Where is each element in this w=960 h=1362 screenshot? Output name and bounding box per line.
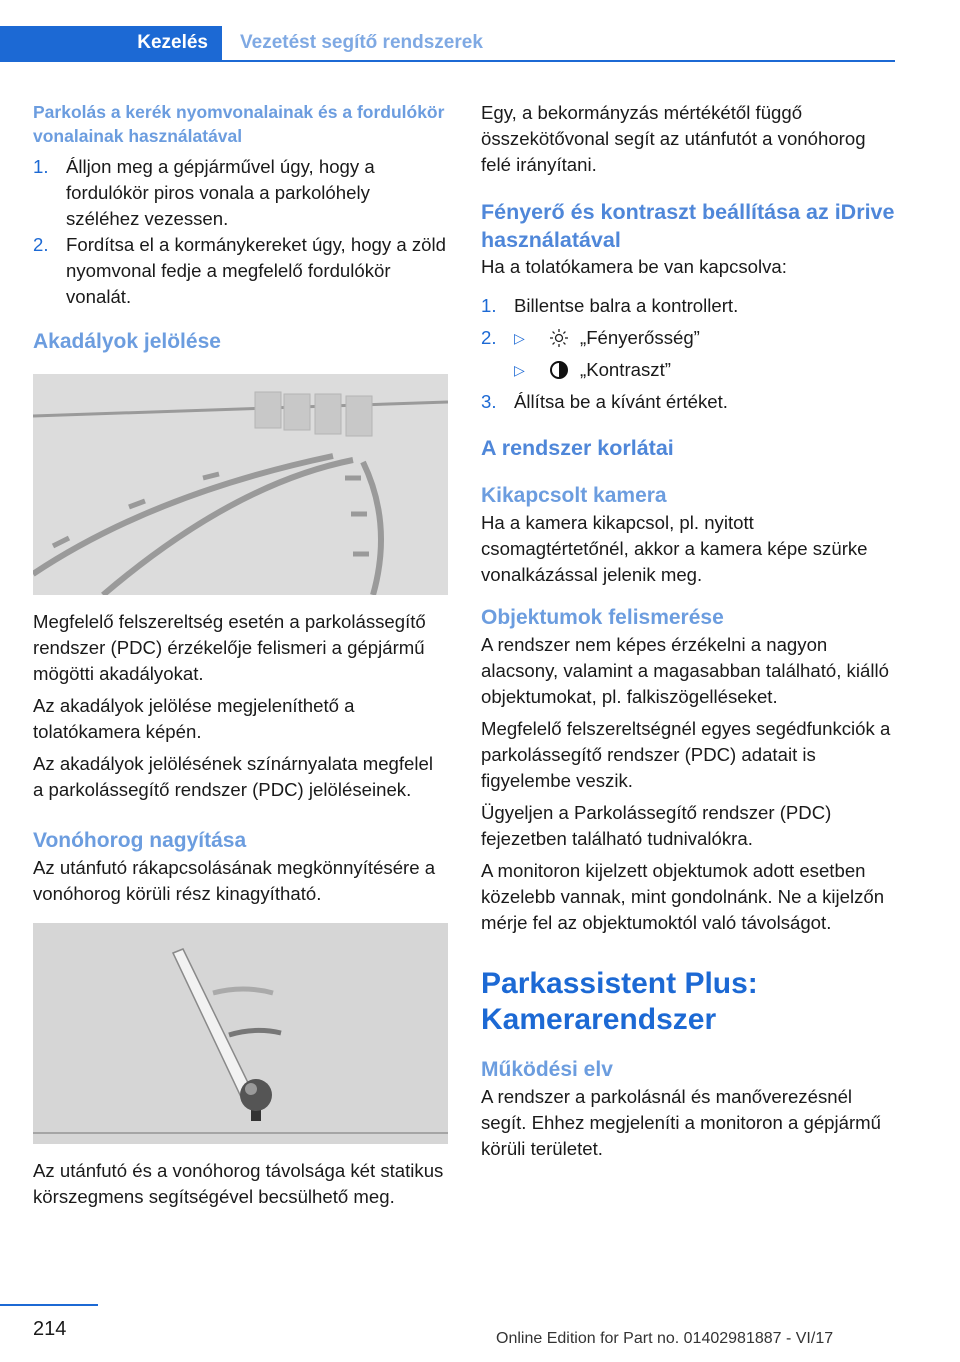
brightness-heading: Fényerő és kontraszt beállítása az iDrive használatával	[481, 200, 895, 252]
list-item	[33, 232, 448, 310]
left-column	[33, 100, 448, 1210]
objects-paragraph-2: Megfelelő felszereltségnél egyes segédfunkciók a parkolássegítő rendszer (PDC) adatait is figyelembe veszik.	[481, 718, 891, 791]
brightness-intro: Ha a tolatókamera be van kapcsolva:	[481, 256, 787, 277]
hitch-paragraph-2: Az utánfutó és a vonóhorog távolsága két statikus körszegmens segítségével becsülhető meg.	[33, 1160, 444, 1207]
function-heading: Működési elv	[481, 1058, 613, 1081]
brightness-steps	[481, 290, 899, 418]
step-text: Állítsa be a kívánt értéket.	[514, 391, 728, 412]
camera-off-heading: Kikapcsolt kamera	[481, 484, 667, 507]
camera-system-title: Parkassistent Plus: Kamerarendszer	[481, 967, 758, 1036]
menu-item-brightness[interactable]	[481, 322, 899, 354]
header-divider	[0, 60, 895, 62]
camera-off-paragraph: Ha a kamera kikapcsol, pl. nyitott csomagtértetőnél, akkor a kamera képe szürke vonalkázással jelenik meg.	[481, 512, 868, 585]
contrast-label: „Kontraszt”	[580, 359, 671, 380]
obstacles-paragraph-3: Az akadályok jelölésének színárnyalata megfelel a parkolássegítő rendszer (PDC) jelöléseinek.	[33, 753, 433, 800]
step-text: Álljon meg a gépjárművel úgy, hogy a fordulókör piros vonala a parkolóhely széléhez vezessen.	[66, 156, 375, 229]
triangle-icon: ▷	[514, 362, 525, 378]
step-number: 3.	[481, 391, 497, 412]
tow-hitch-illustration	[33, 923, 448, 1144]
chapter-tab-label: Kezelés	[137, 32, 208, 53]
step-number: 1.	[481, 295, 497, 316]
obstacles-paragraph-2: Az akadályok jelölése megjeleníthető a tolatókamera képén.	[33, 695, 355, 742]
list-item	[481, 322, 899, 386]
hitch-zoom-heading: Vonóhorog nagyítása	[33, 829, 247, 852]
right-column	[481, 100, 899, 1162]
list-item	[481, 290, 899, 322]
hitch-paragraph-1: Az utánfutó rákapcsolásának megkönnyítésére a vonóhorog körüli rész kinagyítható.	[33, 857, 436, 904]
page-number: 214	[33, 1318, 67, 1340]
objects-paragraph-1: A rendszer nem képes érzékelni a nagyon alacsony, valamint a magasabban található, kiálló objektumokat, pl. falkiszögelléseket.	[481, 634, 889, 707]
chapter-tab[interactable]	[0, 26, 222, 60]
hitch-figure	[33, 923, 448, 1144]
objects-paragraph-4: A monitoron kijelzett objektumok adott esetben közelebb vannak, mint gondolnánk. Ne a kijelzőn mérje fel az objektumoktól való távolságot.	[481, 860, 885, 933]
object-detection-heading: Objektumok felismerése	[481, 606, 724, 629]
footer-divider	[0, 1304, 98, 1306]
trajectory-heading: Parkolás a kerék nyomvonalainak és a fordulókör vonalainak használatával	[33, 102, 445, 146]
step-number: 2.	[481, 327, 497, 348]
obstacle-marking-illustration	[33, 374, 448, 595]
obstacles-paragraph-1: Megfelelő felszereltség esetén a parkolássegítő rendszer (PDC) érzékelője felismeri a gépjármű mögötti akadályokat.	[33, 611, 426, 684]
function-paragraph: A rendszer a parkolásnál és manőverezésnél segít. Ehhez megjeleníti a monitoron a gépjármű körüli területet.	[481, 1086, 881, 1159]
contrast-icon	[546, 360, 572, 380]
limits-heading: A rendszer korlátai	[481, 436, 674, 460]
menu-item-contrast[interactable]	[481, 354, 899, 386]
objects-paragraph-3: Ügyeljen a Parkolássegítő rendszer (PDC) fejezetben található tudnivalókra.	[481, 802, 832, 849]
obstacles-heading: Akadályok jelölése	[33, 330, 221, 353]
sun-icon	[546, 328, 572, 348]
step-text: Fordítsa el a kormánykereket úgy, hogy a zöld nyomvonal fedje a megfelelő fordulókör vonalát.	[66, 234, 446, 307]
obstacles-figure	[33, 374, 448, 595]
list-item	[481, 386, 899, 418]
list-item	[33, 154, 448, 232]
connector-paragraph: Egy, a bekormányzás mértékétől függő összekötővonal segít az utánfutót a vonóhorog felé irányítani.	[481, 102, 866, 175]
step-number: 2.	[33, 234, 49, 255]
step-text: Billentse balra a kontrollert.	[514, 295, 739, 316]
trajectory-steps	[33, 154, 448, 310]
edition-note: Online Edition for Part no. 01402981887 - VI/17	[496, 1330, 834, 1347]
section-title[interactable]: Vezetést segítő rendszerek	[240, 32, 483, 53]
step-number: 1.	[33, 156, 49, 177]
triangle-icon: ▷	[514, 330, 525, 346]
brightness-label: „Fényerősség”	[580, 327, 700, 348]
